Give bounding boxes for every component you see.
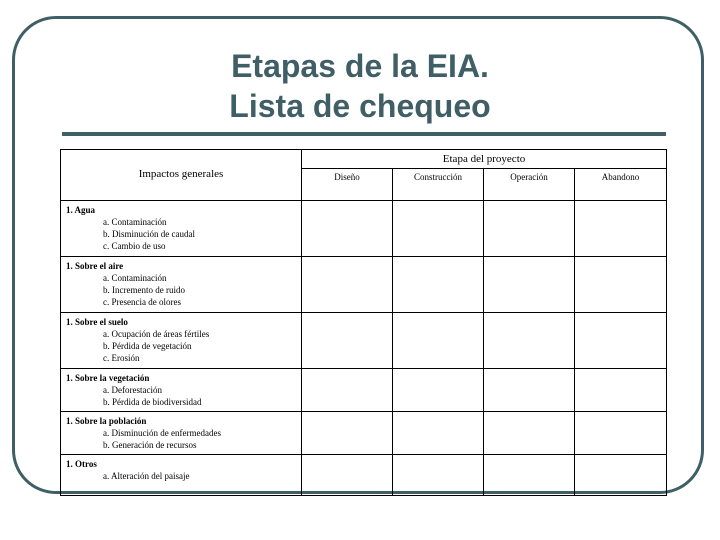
check-cell[interactable] <box>393 369 484 412</box>
check-cell[interactable] <box>484 313 575 369</box>
check-cell[interactable] <box>302 201 393 257</box>
list-item: a. Ocupación de áreas fértiles <box>103 329 210 339</box>
checklist-table <box>60 149 667 496</box>
title-line-1: Etapas de la EIA. <box>231 48 489 84</box>
table-row <box>61 201 667 257</box>
check-cell[interactable] <box>302 455 393 496</box>
list-item: a. Deforestación <box>103 385 162 395</box>
list-item: c. Erosión <box>103 353 140 363</box>
group-title: 1. Sobre el suelo <box>66 317 128 327</box>
group-title: 1. Sobre la vegetación <box>66 373 150 383</box>
impact-group-suelo <box>61 313 302 369</box>
phase-header-operacion: Operación <box>484 169 575 201</box>
check-cell[interactable] <box>484 455 575 496</box>
list-item: b. Pérdida de vegetación <box>103 341 192 351</box>
impact-group-poblacion <box>61 412 302 455</box>
list-item: c. Cambio de uso <box>103 241 166 251</box>
table-row <box>61 257 667 313</box>
impacts-header <box>61 150 302 201</box>
group-title: 1. Sobre la población <box>66 416 147 426</box>
check-cell[interactable] <box>575 201 667 257</box>
check-cell[interactable] <box>302 313 393 369</box>
check-cell[interactable] <box>393 313 484 369</box>
impact-group-otros <box>61 455 302 496</box>
check-cell[interactable] <box>302 257 393 313</box>
check-cell[interactable] <box>393 201 484 257</box>
title-divider <box>62 132 666 136</box>
check-cell[interactable] <box>484 201 575 257</box>
check-cell[interactable] <box>575 313 667 369</box>
list-item: c. Presencia de olores <box>103 297 181 307</box>
list-item: a. Alteración del paisaje <box>103 471 190 481</box>
group-title: 1. Agua <box>66 205 96 215</box>
check-cell[interactable] <box>302 412 393 455</box>
check-cell[interactable] <box>484 257 575 313</box>
check-cell[interactable] <box>575 455 667 496</box>
impact-group-aire <box>61 257 302 313</box>
list-item: a. Contaminación <box>103 273 167 283</box>
list-item: b. Incremento de ruido <box>103 285 185 295</box>
check-cell[interactable] <box>575 412 667 455</box>
group-title: 1. Otros <box>66 459 97 469</box>
check-cell[interactable] <box>393 455 484 496</box>
table-row <box>61 455 667 496</box>
stage-header: Etapa del proyecto <box>302 150 667 169</box>
group-title: 1. Sobre el aire <box>66 261 124 271</box>
list-item: b. Disminución de caudal <box>103 229 195 239</box>
list-item: b. Pérdida de biodiversidad <box>103 397 202 407</box>
phase-header-abandono: Abandono <box>575 169 667 201</box>
table-row <box>61 313 667 369</box>
slide-title <box>0 46 720 126</box>
check-cell[interactable] <box>393 257 484 313</box>
impact-group-vegetacion <box>61 369 302 412</box>
phase-header-diseno: Diseño <box>302 169 393 201</box>
table-row <box>61 369 667 412</box>
title-line-2: Lista de chequeo <box>229 88 491 124</box>
check-cell[interactable] <box>302 369 393 412</box>
impact-group-agua <box>61 201 302 257</box>
check-cell[interactable] <box>393 412 484 455</box>
list-item: a. Disminución de enfermedades <box>103 428 221 438</box>
phase-header-construccion: Construcción <box>393 169 484 201</box>
list-item: b. Generación de recursos <box>103 440 197 450</box>
table-row <box>61 412 667 455</box>
check-cell[interactable] <box>575 257 667 313</box>
check-cell[interactable] <box>575 369 667 412</box>
check-cell[interactable] <box>484 369 575 412</box>
list-item: a. Contaminación <box>103 217 167 227</box>
check-cell[interactable] <box>484 412 575 455</box>
impacts-header-label: Impactos generales <box>138 168 224 180</box>
